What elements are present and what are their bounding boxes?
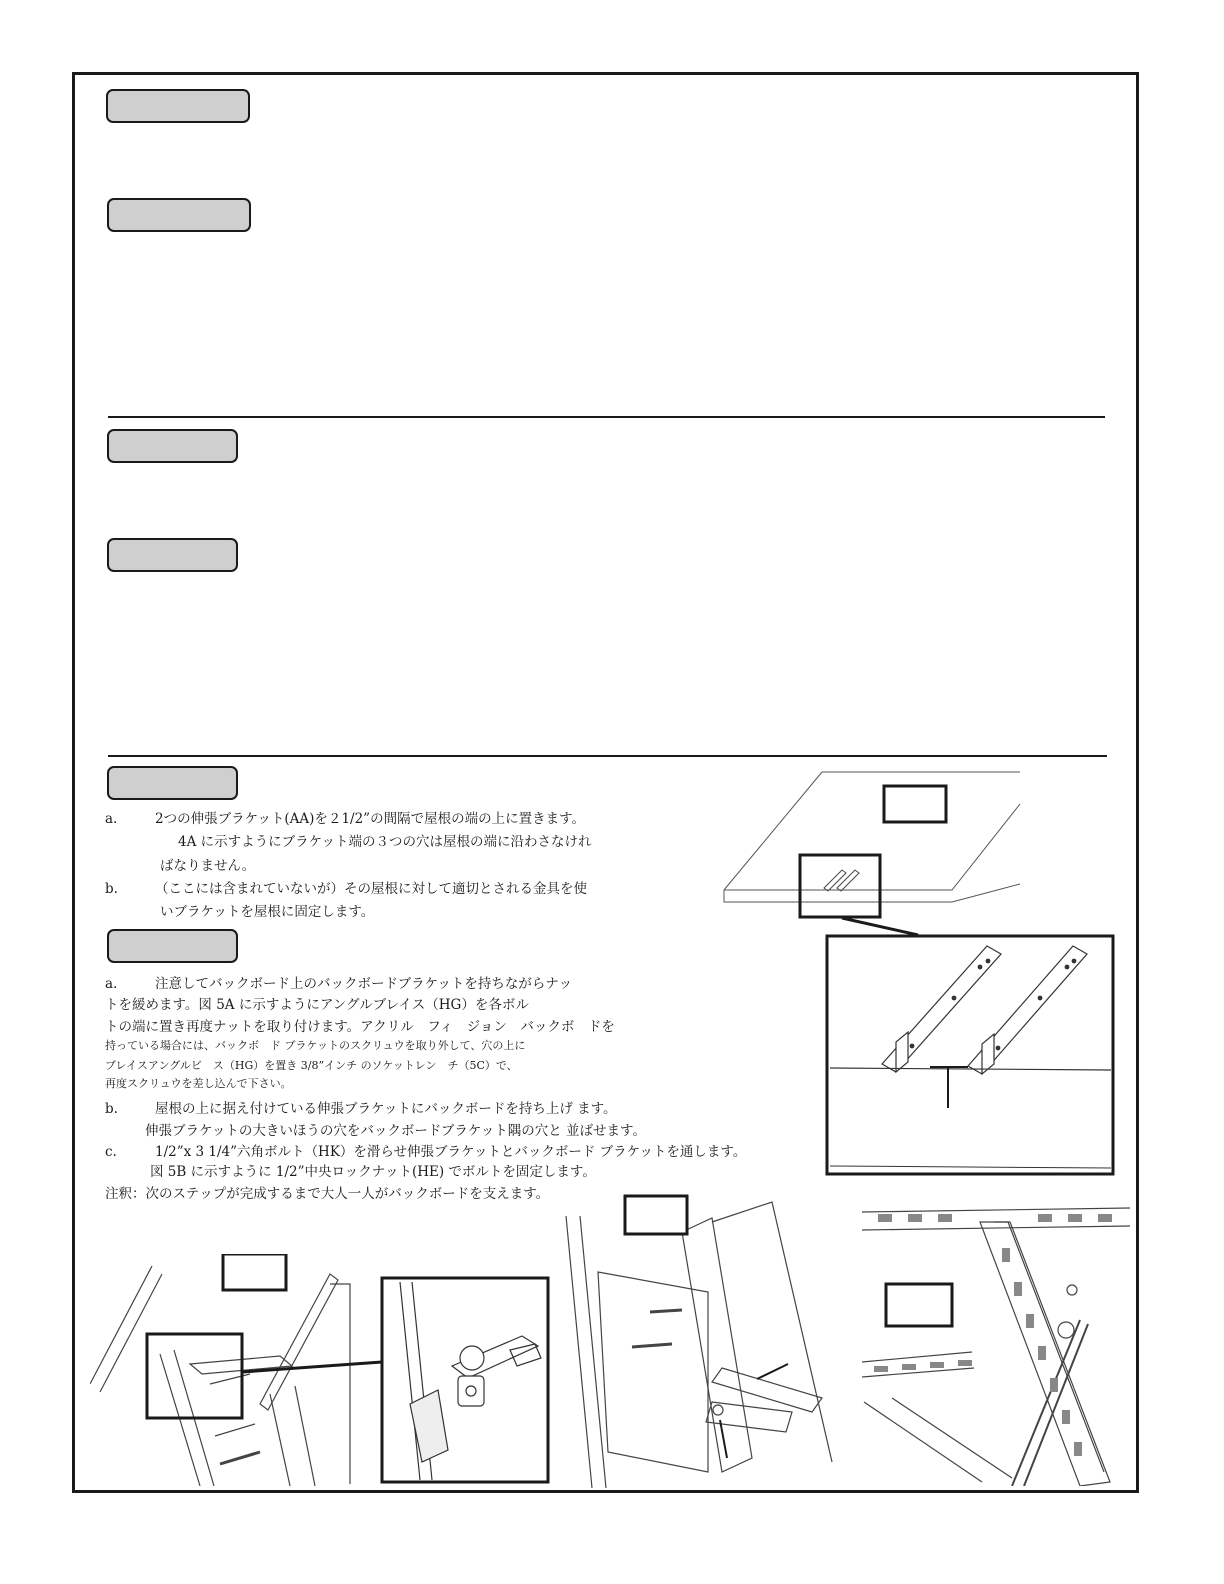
step5-a-line6: 再度スクリュウを差し込んで下さい。 <box>105 1077 292 1090</box>
figure-5c-backboard-frame <box>862 1202 1130 1486</box>
figure-5a-bracket <box>90 1254 552 1486</box>
step-tab-5 <box>107 766 238 800</box>
step-tab-1 <box>106 89 250 123</box>
step4-b-line1: （ここには含まれていないが）その屋根に対して適切とされる金具を使 <box>155 881 587 897</box>
step4-a-line2: 4A に示すようにブラケット端の３つの穴は屋根の端に沿わさなけれ <box>178 834 592 850</box>
step-tab-4 <box>107 538 238 572</box>
step5-a-line5: ブレイスアングルビ ス（HG）を置き 3/8”インチ のソケットレン チ（5C）で、 <box>105 1059 518 1072</box>
section-divider-1 <box>108 416 1105 418</box>
step5-a-line1: 注意してバックボード上のバックボードブラケットを持ちながらナッ <box>155 976 573 992</box>
figure-5b-attachment <box>562 1192 852 1488</box>
step-tab-2 <box>107 198 251 232</box>
step5-note: 注釈：次のステップが完成するまで大人一人がバックボードを支えます。 <box>105 1186 550 1202</box>
item-label: a. <box>105 976 118 992</box>
step4-item-a <box>105 809 585 829</box>
figure-label-box <box>223 1254 286 1290</box>
figure-label-box <box>884 786 946 822</box>
figure-label-box <box>625 1196 687 1234</box>
step4-item-b <box>105 879 587 899</box>
item-label: a. <box>105 811 118 827</box>
step5-c-line2: 図 5B に示すように 1/2”中央ロックナット(HE) でボルトを固定します。 <box>150 1164 596 1180</box>
figure-roof-brackets <box>722 768 1118 1180</box>
step5-item-a <box>105 974 572 994</box>
step4-a-line1: 2つの伸張ブラケット(AA)を２1/2”の間隔で屋根の端の上に置きます。 <box>155 811 585 827</box>
step5-b-line1: 屋根の上に据え付けている伸張ブラケットにバックボードを持ち上げ ます。 <box>155 1101 617 1117</box>
detail-callout-box <box>147 1334 242 1418</box>
item-label: c. <box>105 1144 117 1160</box>
figure-label-box <box>886 1284 952 1326</box>
step-tab-3 <box>107 429 238 463</box>
step5-b-line2: 伸張ブラケットの大きいほうの穴をバックボードブラケット隅の穴と 並ばせます。 <box>145 1123 646 1139</box>
section-divider-2 <box>108 755 1107 757</box>
step4-b-line2: いブラケットを屋根に固定します。 <box>160 904 375 920</box>
step4-a-line3: ばなりません。 <box>160 858 256 874</box>
item-label: b. <box>105 881 118 897</box>
item-label: b. <box>105 1101 118 1117</box>
detail-callout-box <box>800 855 880 917</box>
step5-a-line2: トを緩めます。図 5A に示すようにアングルブレイス（HG）を各ボル <box>105 997 529 1013</box>
step5-item-c <box>105 1142 746 1162</box>
step5-a-line4: 持っている場合には、バックボ ド ブラケットのスクリュウを取り外して、穴の上に <box>105 1039 526 1052</box>
step5-a-line3: トの端に置き再度ナットを取り付けます。アクリル フィ ジョン バックボ ドを <box>105 1019 615 1035</box>
step-tab-6 <box>107 929 238 963</box>
step5-c-line1: 1/2”x 3 1/4”六角ボルト（HK）を滑らせ伸張ブラケットとバックボード ブラケットを通します。 <box>155 1144 747 1160</box>
step5-item-b <box>105 1099 617 1119</box>
